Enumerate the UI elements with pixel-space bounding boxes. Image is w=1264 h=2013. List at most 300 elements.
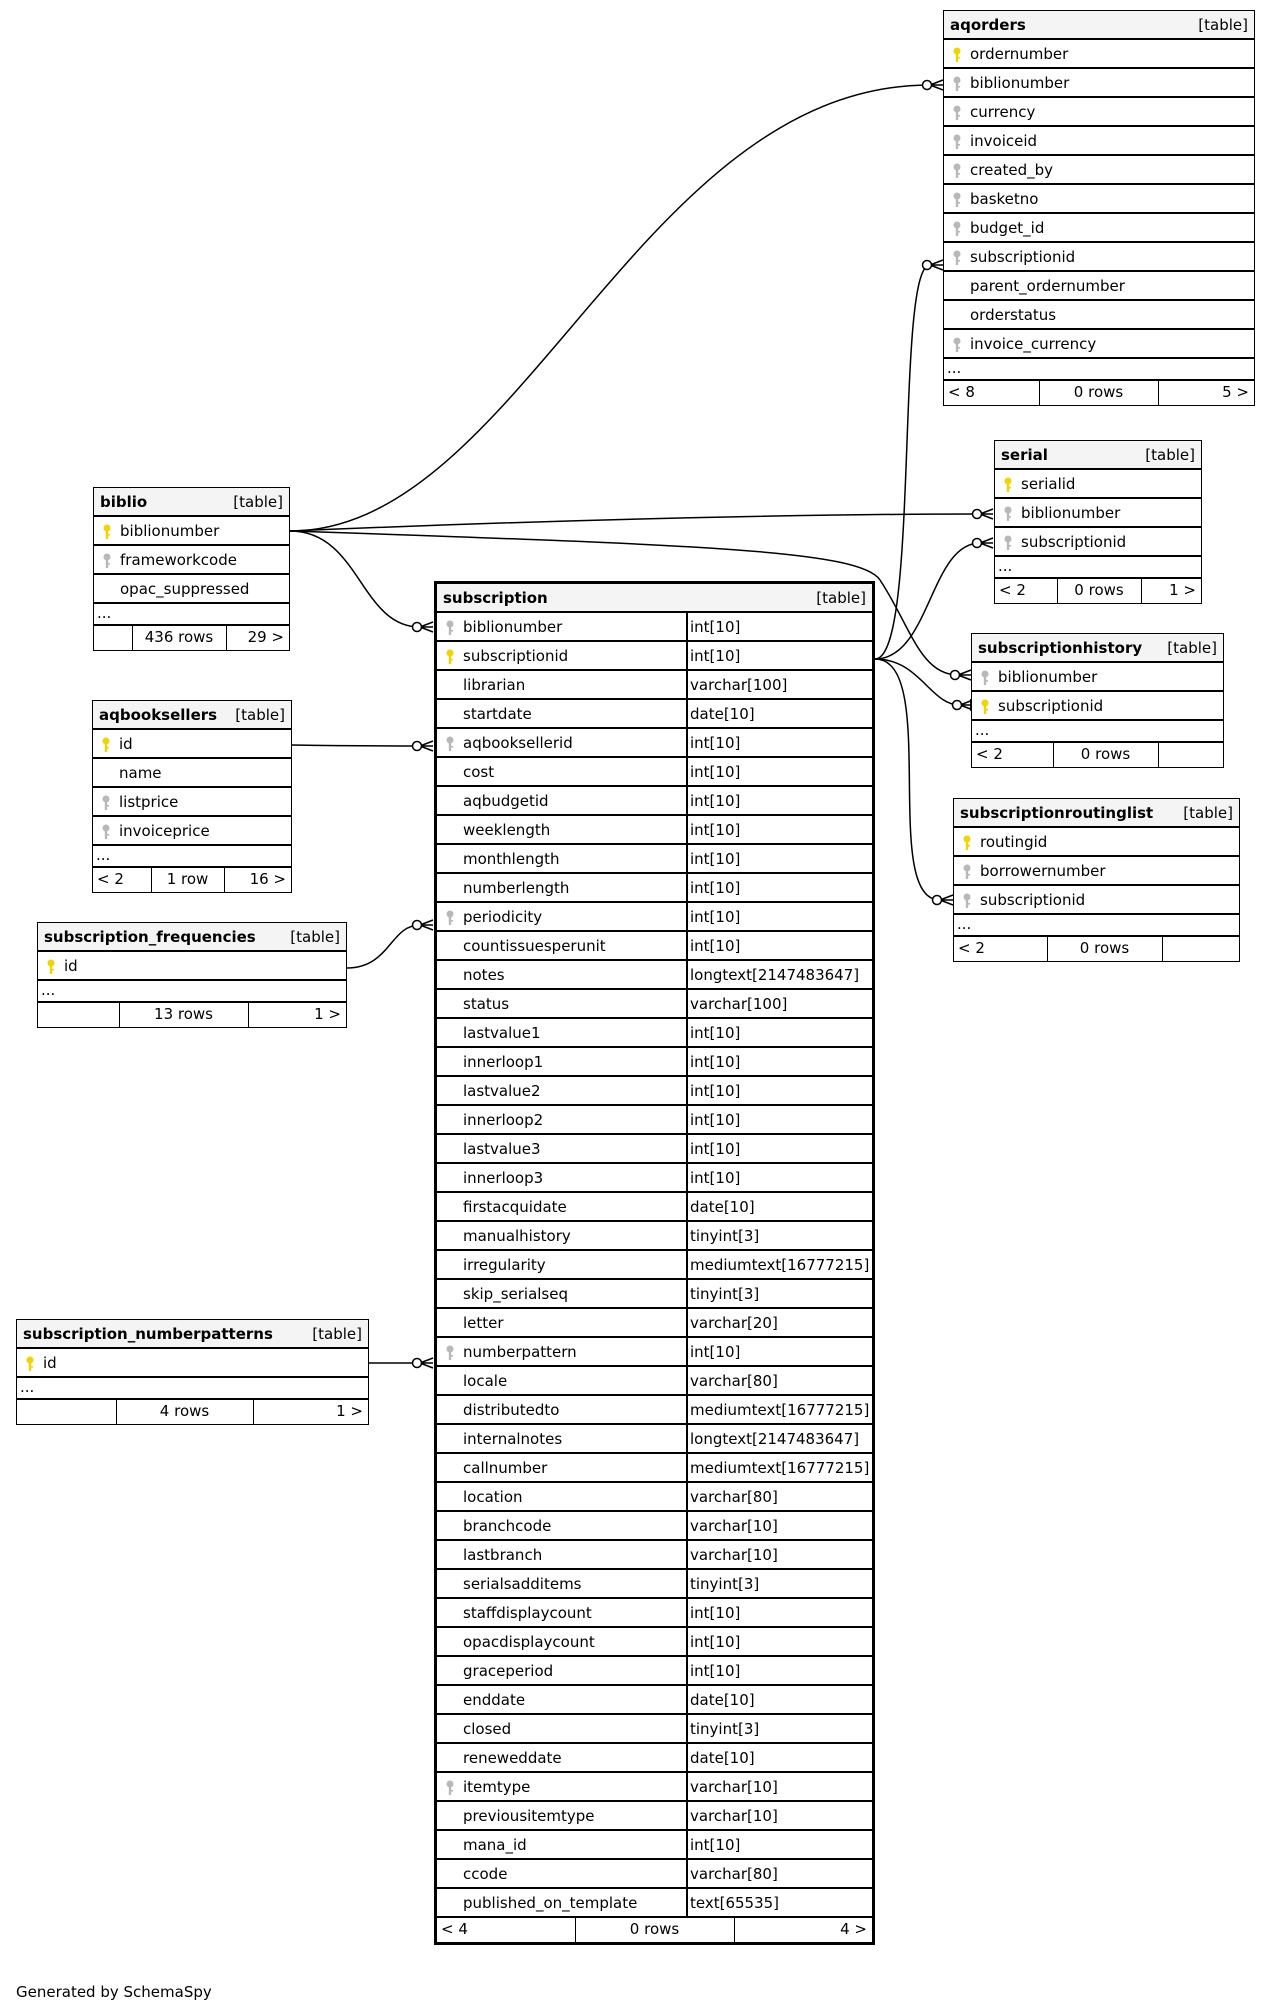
column-row[interactable]: [437, 1048, 872, 1077]
column-type: varchar[10]: [690, 1517, 778, 1535]
column-name: biblionumber: [120, 522, 220, 540]
column-row[interactable]: [437, 874, 872, 903]
children-link[interactable]: 1 >: [314, 1005, 341, 1023]
column-row[interactable]: [437, 1570, 872, 1599]
column-name: distributedto: [463, 1401, 560, 1419]
column-row[interactable]: [944, 272, 1254, 301]
more-columns-indicator: [93, 846, 291, 868]
table-subscription-frequencies[interactable]: [37, 922, 347, 1028]
column-row[interactable]: [437, 1628, 872, 1657]
primary-key-icon: [1003, 477, 1013, 493]
row-count: 4 rows: [159, 1402, 210, 1420]
column-row[interactable]: [972, 663, 1223, 692]
column-divider: [686, 961, 688, 988]
column-divider: [686, 1686, 688, 1713]
column-type: int[10]: [690, 1053, 741, 1071]
footer-divider: [248, 1003, 249, 1027]
table-header: [93, 701, 291, 730]
column-name: currency: [970, 103, 1036, 121]
table-biblio[interactable]: [93, 487, 290, 651]
table-kind-label: [table]: [290, 928, 340, 946]
column-divider: [686, 1048, 688, 1075]
column-name: skip_serialseq: [463, 1285, 568, 1303]
column-row[interactable]: [944, 127, 1254, 156]
column-row[interactable]: [94, 517, 289, 546]
column-row[interactable]: [995, 499, 1201, 528]
parents-link[interactable]: < 2: [999, 581, 1026, 599]
foreign-key-icon: [952, 337, 962, 353]
column-name: locale: [463, 1372, 508, 1390]
parents-link[interactable]: < 8: [948, 383, 975, 401]
column-divider: [686, 816, 688, 843]
table-subscription-numberpatterns[interactable]: [16, 1319, 369, 1425]
column-row[interactable]: [437, 1309, 872, 1338]
column-divider: [686, 1106, 688, 1133]
column-type: varchar[10]: [690, 1778, 778, 1796]
column-name: lastbranch: [463, 1546, 543, 1564]
children-link[interactable]: 29 >: [247, 628, 284, 646]
column-name: librarian: [463, 676, 526, 694]
footer-divider: [1053, 743, 1054, 767]
more-columns-indicator: [38, 981, 346, 1003]
table-footer: [972, 743, 1223, 767]
column-name: ordernumber: [970, 45, 1069, 63]
column-name: subscriptionid: [998, 697, 1104, 715]
column-divider: [686, 1164, 688, 1191]
column-row[interactable]: [437, 1483, 872, 1512]
column-type: varchar[80]: [690, 1488, 778, 1506]
column-type: int[10]: [690, 1111, 741, 1129]
column-name: biblionumber: [998, 668, 1098, 686]
column-row[interactable]: [93, 759, 291, 788]
column-name: opacdisplaycount: [463, 1633, 595, 1651]
edge-history-subscription: [875, 659, 973, 711]
table-header: [972, 634, 1223, 663]
column-row[interactable]: [944, 156, 1254, 185]
edge-serial-biblio: [290, 509, 993, 531]
column-row[interactable]: [437, 613, 872, 642]
column-type: varchar[20]: [690, 1314, 778, 1332]
column-name: biblionumber: [1021, 504, 1121, 522]
column-name: monthlength: [463, 850, 560, 868]
column-name: invoice_currency: [970, 335, 1097, 353]
column-name: letter: [463, 1314, 504, 1332]
footer-divider: [1162, 937, 1163, 961]
column-row[interactable]: [437, 990, 872, 1019]
children-link[interactable]: 16 >: [249, 870, 286, 888]
column-type: int[10]: [690, 792, 741, 810]
column-row[interactable]: [437, 1338, 872, 1367]
column-name: graceperiod: [463, 1662, 554, 1680]
column-type: int[10]: [690, 734, 741, 752]
foreign-key-icon: [445, 1345, 455, 1361]
edge-subscription-frequencies: [347, 920, 433, 968]
column-name: status: [463, 995, 510, 1013]
footer-divider: [1141, 579, 1142, 603]
parents-link[interactable]: < 2: [958, 939, 985, 957]
table-footer: [93, 868, 291, 892]
column-row[interactable]: [437, 642, 872, 671]
column-row[interactable]: [437, 1280, 872, 1309]
column-row[interactable]: [437, 787, 872, 816]
column-name: manualhistory: [463, 1227, 571, 1245]
column-name: firstacquidate: [463, 1198, 567, 1216]
column-row[interactable]: [437, 1222, 872, 1251]
row-count: 0 rows: [1074, 581, 1124, 599]
table-name: subscription_frequencies: [44, 928, 256, 946]
children-link[interactable]: 5 >: [1222, 383, 1249, 401]
column-row[interactable]: [437, 1454, 872, 1483]
foreign-key-icon: [445, 910, 455, 926]
column-name: subscriptionid: [1021, 533, 1127, 551]
edge-subscription-biblio: [290, 531, 433, 632]
column-name: countissuesperunit: [463, 937, 606, 955]
table-header: [38, 923, 346, 952]
column-row[interactable]: [437, 1657, 872, 1686]
table-header: [94, 488, 289, 517]
column-type: int[10]: [690, 1169, 741, 1187]
column-type: date[10]: [690, 1749, 755, 1767]
column-divider: [686, 729, 688, 756]
column-divider: [686, 1483, 688, 1510]
column-divider: [686, 1280, 688, 1307]
table-kind-label: [table]: [1167, 639, 1217, 657]
column-type: tinyint[3]: [690, 1575, 760, 1593]
column-row[interactable]: [437, 1773, 872, 1802]
table-aqbooksellers[interactable]: [92, 700, 292, 893]
table-name: serial: [1001, 446, 1048, 464]
column-name: closed: [463, 1720, 512, 1738]
children-link[interactable]: 4 >: [840, 1920, 867, 1938]
table-subscriptionhistory[interactable]: [971, 633, 1224, 768]
column-type: tinyint[3]: [690, 1285, 760, 1303]
primary-key-icon: [445, 649, 455, 665]
table-aqorders[interactable]: [943, 10, 1255, 406]
foreign-key-icon: [445, 736, 455, 752]
column-row[interactable]: [954, 828, 1239, 857]
foreign-key-icon: [101, 824, 111, 840]
column-name: reneweddate: [463, 1749, 562, 1767]
row-count: 0 rows: [1073, 383, 1124, 401]
foreign-key-icon: [952, 163, 962, 179]
column-row[interactable]: [437, 1715, 872, 1744]
column-type: int[10]: [690, 763, 741, 781]
table-kind-label: [table]: [1198, 16, 1248, 34]
column-type: varchar[80]: [690, 1372, 778, 1390]
column-name: budget_id: [970, 219, 1045, 237]
column-row[interactable]: [954, 886, 1239, 915]
column-type: date[10]: [690, 705, 755, 723]
column-divider: [686, 642, 688, 669]
column-divider: [686, 1019, 688, 1046]
column-type: date[10]: [690, 1691, 755, 1709]
column-name: branchcode: [463, 1517, 552, 1535]
ellipsis-text: ...: [41, 981, 56, 999]
column-row[interactable]: [437, 729, 872, 758]
column-type: int[10]: [690, 1140, 741, 1158]
column-type: longtext[2147483647]: [690, 966, 860, 984]
more-columns-indicator: [94, 604, 289, 626]
column-divider: [686, 932, 688, 959]
column-name: innerloop1: [463, 1053, 544, 1071]
more-columns-indicator: [995, 557, 1201, 579]
column-divider: [686, 1744, 688, 1771]
ellipsis-text: ...: [97, 604, 112, 622]
column-row[interactable]: [437, 961, 872, 990]
children-link[interactable]: 1 >: [1169, 581, 1196, 599]
table-kind-label: [table]: [235, 706, 285, 724]
footer-divider: [253, 1400, 254, 1424]
column-row[interactable]: [437, 1802, 872, 1831]
column-row[interactable]: [437, 1541, 872, 1570]
column-row[interactable]: [944, 243, 1254, 272]
column-type: int[10]: [690, 821, 741, 839]
column-type: tinyint[3]: [690, 1227, 760, 1245]
column-row[interactable]: [437, 1744, 872, 1773]
column-row[interactable]: [437, 1135, 872, 1164]
column-row[interactable]: [944, 69, 1254, 98]
edge-subscription-numberpatterns: [369, 1358, 433, 1368]
column-name: internalnotes: [463, 1430, 563, 1448]
more-columns-indicator: [944, 359, 1254, 381]
column-row[interactable]: [954, 857, 1239, 886]
column-row[interactable]: [944, 40, 1254, 69]
column-divider: [686, 1396, 688, 1423]
column-row[interactable]: [94, 575, 289, 604]
primary-key-icon: [25, 1356, 35, 1372]
column-type: varchar[10]: [690, 1546, 778, 1564]
table-kind-label: [table]: [312, 1325, 362, 1343]
column-row[interactable]: [944, 98, 1254, 127]
column-type: text[65535]: [690, 1894, 780, 1912]
column-type: int[10]: [690, 1082, 741, 1100]
column-name: published_on_template: [463, 1894, 638, 1912]
column-row[interactable]: [437, 1599, 872, 1628]
column-type: int[10]: [690, 879, 741, 897]
foreign-key-icon: [445, 620, 455, 636]
foreign-key-icon: [952, 221, 962, 237]
foreign-key-icon: [1003, 506, 1013, 522]
table-subscription[interactable]: [434, 581, 875, 1945]
column-row[interactable]: [93, 730, 291, 759]
column-row[interactable]: [437, 1019, 872, 1048]
column-row[interactable]: [944, 214, 1254, 243]
foreign-key-icon: [445, 1780, 455, 1796]
footer-divider: [132, 626, 133, 650]
foreign-key-icon: [962, 893, 972, 909]
table-footer: [17, 1400, 368, 1424]
ellipsis-text: ...: [947, 359, 962, 377]
column-name: subscriptionid: [463, 647, 569, 665]
column-type: int[10]: [690, 908, 741, 926]
column-name: lastvalue1: [463, 1024, 541, 1042]
column-name: lastvalue2: [463, 1082, 541, 1100]
column-name: id: [64, 957, 78, 975]
column-type: int[10]: [690, 850, 741, 868]
table-kind-label: [table]: [816, 589, 866, 607]
column-row[interactable]: [437, 903, 872, 932]
column-type: varchar[80]: [690, 1865, 778, 1883]
foreign-key-icon: [952, 192, 962, 208]
column-row[interactable]: [944, 185, 1254, 214]
column-row[interactable]: [437, 1396, 872, 1425]
column-name: numberpattern: [463, 1343, 577, 1361]
column-divider: [686, 1309, 688, 1336]
table-header: [995, 441, 1201, 470]
column-row[interactable]: [38, 952, 346, 981]
table-serial[interactable]: [994, 440, 1202, 604]
column-row[interactable]: [944, 301, 1254, 330]
column-row[interactable]: [437, 932, 872, 961]
column-name: aqbudgetid: [463, 792, 549, 810]
column-divider: [686, 1831, 688, 1858]
column-name: serialsadditems: [463, 1575, 582, 1593]
column-name: borrowernumber: [980, 862, 1106, 880]
column-divider: [686, 1570, 688, 1597]
table-footer: [94, 626, 289, 650]
primary-key-icon: [101, 737, 111, 753]
parents-link[interactable]: < 2: [97, 870, 124, 888]
foreign-key-icon: [952, 250, 962, 266]
children-link[interactable]: 1 >: [336, 1402, 363, 1420]
footer-divider: [116, 1400, 117, 1424]
column-name: notes: [463, 966, 505, 984]
table-name: subscription_numberpatterns: [23, 1325, 273, 1343]
column-type: mediumtext[16777215]: [690, 1459, 870, 1477]
column-row[interactable]: [437, 1251, 872, 1280]
column-type: varchar[100]: [690, 995, 788, 1013]
column-row[interactable]: [437, 845, 872, 874]
column-row[interactable]: [437, 1193, 872, 1222]
primary-key-icon: [952, 47, 962, 63]
column-row[interactable]: [437, 1425, 872, 1454]
column-type: tinyint[3]: [690, 1720, 760, 1738]
column-name: biblionumber: [463, 618, 563, 636]
table-subscriptionroutinglist[interactable]: [953, 798, 1240, 962]
column-divider: [686, 1338, 688, 1365]
column-row[interactable]: [944, 330, 1254, 359]
footer-divider: [151, 868, 152, 892]
column-name: previousitemtype: [463, 1807, 595, 1825]
edge-subscription-aqbooksellers: [292, 741, 433, 751]
column-row[interactable]: [437, 700, 872, 729]
footer-divider: [119, 1003, 120, 1027]
row-count: 13 rows: [154, 1005, 213, 1023]
column-type: date[10]: [690, 1198, 755, 1216]
table-footer: [38, 1003, 346, 1027]
column-type: varchar[10]: [690, 1807, 778, 1825]
column-row[interactable]: [437, 1106, 872, 1135]
column-name: mana_id: [463, 1836, 527, 1854]
column-name: weeklength: [463, 821, 551, 839]
column-type: int[10]: [690, 1024, 741, 1042]
column-row[interactable]: [437, 1512, 872, 1541]
primary-key-icon: [962, 835, 972, 851]
column-divider: [686, 874, 688, 901]
more-columns-indicator: [17, 1378, 368, 1400]
column-name: subscriptionid: [970, 248, 1076, 266]
column-divider: [686, 1628, 688, 1655]
column-name: callnumber: [463, 1459, 548, 1477]
column-divider: [686, 1657, 688, 1684]
column-row[interactable]: [437, 671, 872, 700]
ellipsis-text: ...: [20, 1378, 35, 1396]
column-name: lastvalue3: [463, 1140, 541, 1158]
ellipsis-text: ...: [975, 721, 990, 739]
column-row[interactable]: [437, 1164, 872, 1193]
column-divider: [686, 758, 688, 785]
edge-aqorders-biblio: [290, 80, 943, 531]
column-divider: [686, 990, 688, 1017]
ellipsis-text: ...: [96, 846, 111, 864]
table-name: subscriptionroutinglist: [960, 804, 1154, 822]
column-divider: [686, 1077, 688, 1104]
foreign-key-icon: [980, 670, 990, 686]
column-row[interactable]: [93, 788, 291, 817]
column-type: int[10]: [690, 1604, 741, 1622]
column-name: innerloop2: [463, 1111, 544, 1129]
column-row[interactable]: [437, 1860, 872, 1889]
parents-link[interactable]: < 4: [441, 1920, 468, 1938]
table-name: aqorders: [950, 16, 1026, 34]
parents-link[interactable]: < 2: [976, 745, 1003, 763]
foreign-key-icon: [102, 553, 112, 569]
table-footer: [437, 1918, 872, 1942]
column-row[interactable]: [94, 546, 289, 575]
column-type: int[10]: [690, 1836, 741, 1854]
primary-key-icon: [102, 524, 112, 540]
column-name: created_by: [970, 161, 1054, 179]
column-name: enddate: [463, 1691, 526, 1709]
column-row[interactable]: [437, 1831, 872, 1860]
foreign-key-icon: [952, 134, 962, 150]
edge-aqorders-subscription: [875, 260, 943, 659]
column-divider: [686, 903, 688, 930]
column-row[interactable]: [995, 528, 1201, 557]
column-row[interactable]: [437, 758, 872, 787]
column-type: mediumtext[16777215]: [690, 1401, 870, 1419]
row-count: 436 rows: [144, 628, 214, 646]
column-row[interactable]: [437, 1367, 872, 1396]
table-footer: [954, 937, 1239, 961]
column-row[interactable]: [995, 470, 1201, 499]
footer-divider: [1057, 579, 1058, 603]
table-name: subscription: [443, 589, 548, 607]
column-row[interactable]: [437, 1077, 872, 1106]
column-name: basketno: [970, 190, 1039, 208]
column-name: id: [43, 1354, 57, 1372]
column-type: mediumtext[16777215]: [690, 1256, 870, 1274]
column-row[interactable]: [437, 816, 872, 845]
column-row[interactable]: [17, 1349, 368, 1378]
column-name: ccode: [463, 1865, 508, 1883]
primary-key-icon: [980, 699, 990, 715]
column-name: name: [119, 764, 162, 782]
edge-routinglist-subscription: [875, 659, 953, 905]
column-row[interactable]: [437, 1889, 872, 1918]
column-divider: [686, 671, 688, 698]
column-row[interactable]: [437, 1686, 872, 1715]
column-name: staffdisplaycount: [463, 1604, 592, 1622]
row-count: 0 rows: [629, 1920, 680, 1938]
footer-divider: [224, 868, 225, 892]
foreign-key-icon: [101, 795, 111, 811]
column-divider: [686, 1512, 688, 1539]
column-row[interactable]: [972, 692, 1223, 721]
column-divider: [686, 1425, 688, 1452]
table-name: aqbooksellers: [99, 706, 218, 724]
column-row[interactable]: [93, 817, 291, 846]
